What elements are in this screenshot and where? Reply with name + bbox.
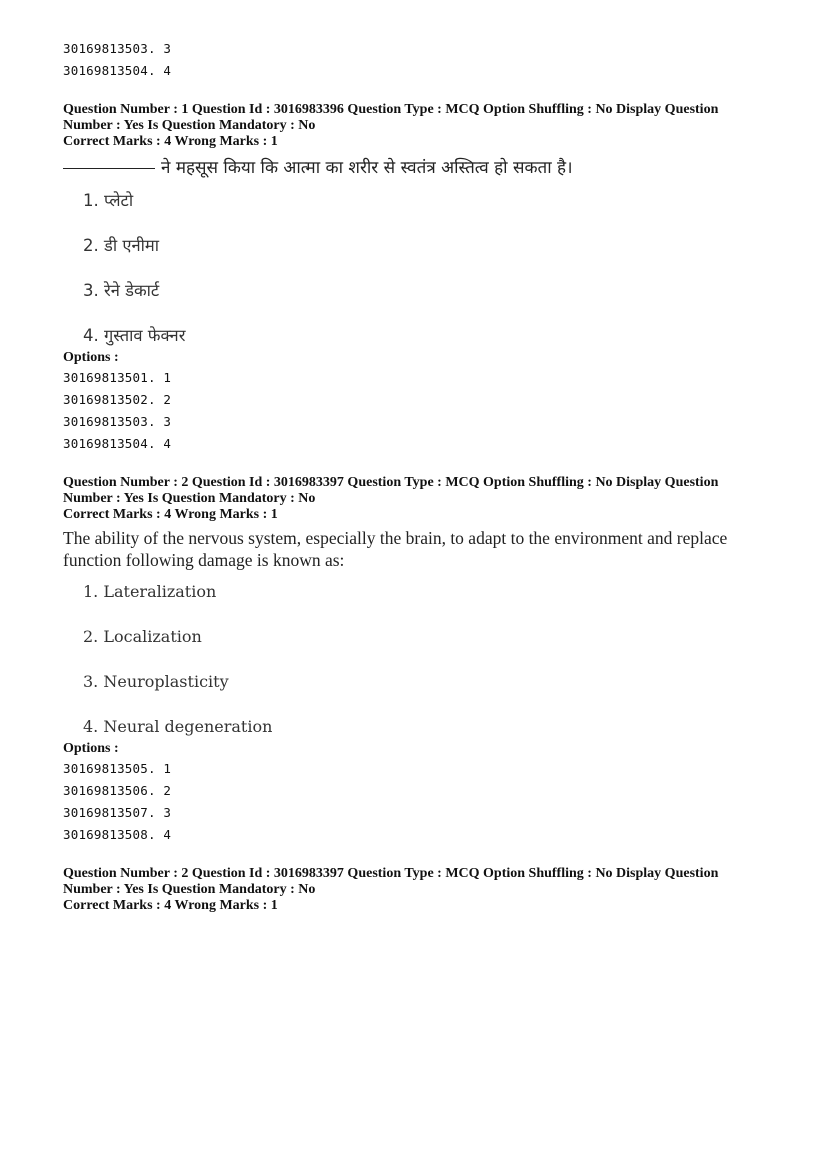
answer-choice: 1. Lateralization <box>83 582 217 601</box>
option-id-line: 30169813505. 1 <box>63 761 172 776</box>
fill-blank-line <box>63 168 155 169</box>
options-label: Options : <box>63 350 119 365</box>
question-meta-line-1: Question Number : 2 Question Id : 3016983397 Question Type : MCQ Option Shuffling : No Display Question <box>63 866 719 881</box>
option-id-line: 30169813503. 3 <box>63 41 172 56</box>
option-id-line: 30169813503. 3 <box>63 414 172 429</box>
answer-choice: 2. डी एनीमा <box>83 236 160 255</box>
question-meta-line-2: Number : Yes Is Question Mandatory : No <box>63 491 316 506</box>
question-text <box>63 156 763 180</box>
answer-choice: 3. Neuroplasticity <box>83 672 229 691</box>
option-id-line: 30169813508. 4 <box>63 827 172 842</box>
question-block-2 <box>63 475 763 846</box>
option-id-line: 30169813501. 1 <box>63 370 172 385</box>
options-label: Options : <box>63 741 119 756</box>
question-meta-line-2: Number : Yes Is Question Mandatory : No <box>63 118 316 133</box>
question-meta-line-2: Number : Yes Is Question Mandatory : No <box>63 882 316 897</box>
document-page <box>63 38 763 914</box>
question-meta-line-1: Question Number : 2 Question Id : 3016983397 Question Type : MCQ Option Shuffling : No Display Question <box>63 475 719 490</box>
question-text-body: ने महसूस किया कि आत्मा का शरीर से स्वतंत्र अस्तित्व हो सकता है। <box>161 158 573 178</box>
answer-choices <box>83 581 763 738</box>
question-marks: Correct Marks : 4 Wrong Marks : 1 <box>63 898 278 913</box>
top-options-list <box>63 38 763 82</box>
question-meta-line-1: Question Number : 1 Question Id : 3016983396 Question Type : MCQ Option Shuffling : No Display Question <box>63 102 719 117</box>
option-id-line: 30169813502. 2 <box>63 392 172 407</box>
question-block-3 <box>63 866 763 914</box>
option-id-line: 30169813504. 4 <box>63 63 172 78</box>
question-marks: Correct Marks : 4 Wrong Marks : 1 <box>63 507 278 522</box>
question-marks: Correct Marks : 4 Wrong Marks : 1 <box>63 134 278 149</box>
answer-choice: 1. प्लेटो <box>83 191 134 210</box>
answer-choice: 2. Localization <box>83 627 202 646</box>
option-id-line: 30169813507. 3 <box>63 805 172 820</box>
answer-choices <box>83 190 763 347</box>
question-text: The ability of the nervous system, especially the brain, to adapt to the environment and replace function following damage is known as: <box>63 528 728 570</box>
answer-choice: 4. गुस्ताव फेक्नर <box>83 326 186 345</box>
answer-choice: 3. रेने डेकार्ट <box>83 281 160 300</box>
question-block-1 <box>63 102 763 455</box>
option-id-line: 30169813506. 2 <box>63 783 172 798</box>
answer-choice: 4. Neural degeneration <box>83 717 273 736</box>
option-id-line: 30169813504. 4 <box>63 436 172 451</box>
